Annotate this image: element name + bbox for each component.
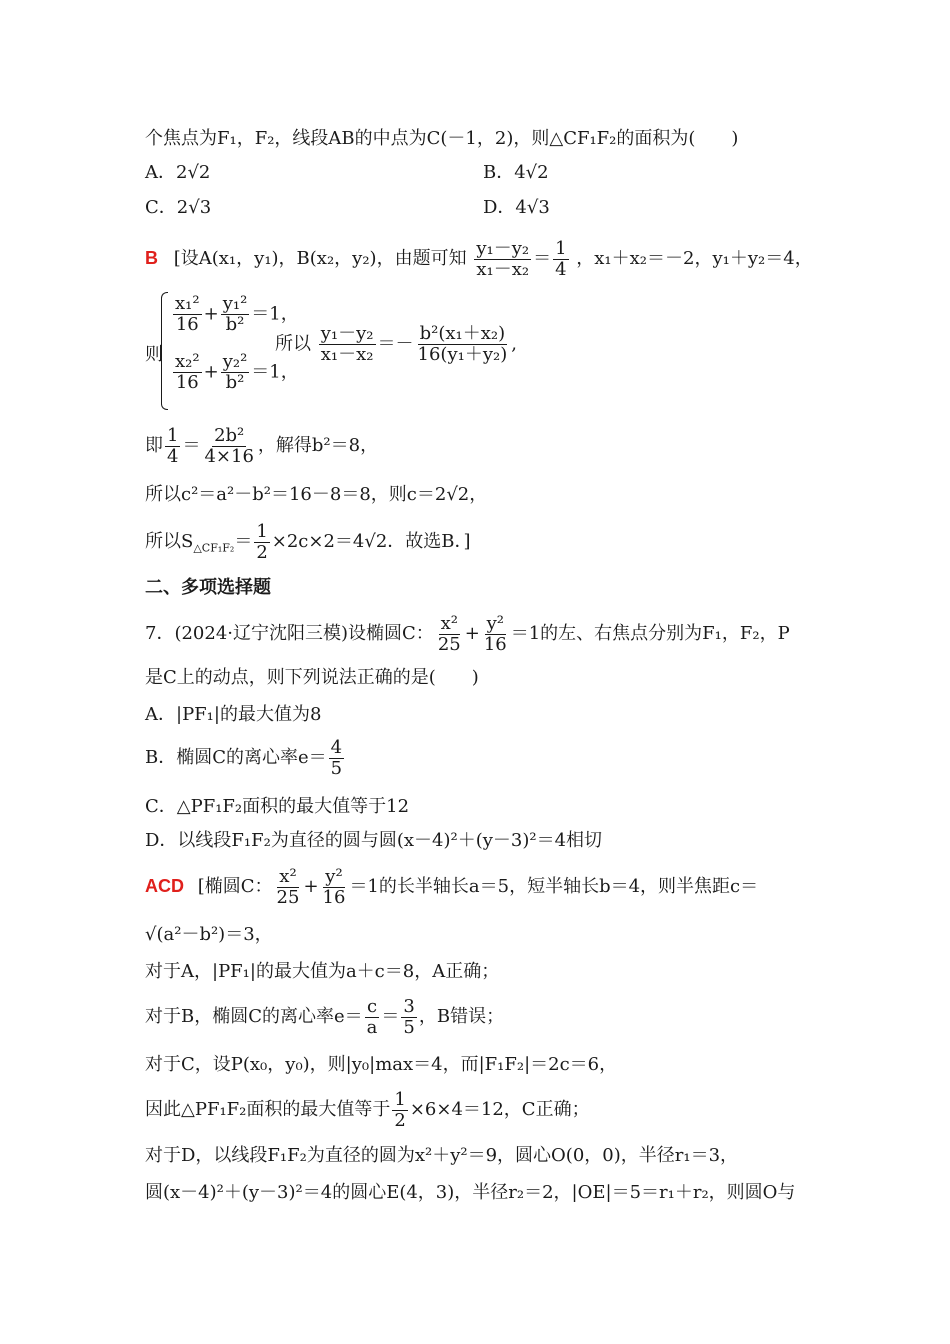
section2-title: 二、多项选择题 xyxy=(145,577,271,598)
sol6-line5: 所以$S_{\triangle CF_1F_2}=$ $\frac{1}{2}$ ×2c×2＝4√2．故选B．] xyxy=(145,520,471,563)
q7-option-d[interactable]: D．以线段F₁F₂为直径的圆与圆(x－4)²＋(y－3)²＝4相切 xyxy=(145,830,603,851)
sol7-line-d2: 圆(x－4)²＋(y－3)²＝4的圆心E(4，3)，半径r₂＝2，|OE|＝5＝r₁＋r₂，则圆O与 xyxy=(145,1182,796,1203)
frac-slope: $\frac{\text{y₁－y₂}}{\text{x₁－x₂}}$ xyxy=(476,237,530,280)
sol7-line-a: 对于A，|PF₁|的最大值为a＋c＝8，A正确； xyxy=(145,961,500,982)
sol7-line-b: 对于B，椭圆C的离心率e＝ $\frac{c}{a}$ ＝ $\frac{3}{5}$ ，B错误； xyxy=(145,995,505,1038)
q7-option-c[interactable]: C．△PF₁F₂面积的最大值等于12 xyxy=(145,796,410,817)
sol7-answer: ACD xyxy=(145,876,184,896)
q6-option-c[interactable]: C．2√3 xyxy=(145,197,212,218)
sol6-answer: B xyxy=(145,248,158,268)
sol6-line1: B [设A(x₁，y₁)，B(x₂，y₂)，由题可知 $\frac{\text{y₁－y₂}}{\text{x₁－x₂}}$ ＝ $\frac{1}{4}$ ，x₁＋x₂＝－2，y₁＋y₂＝4， xyxy=(145,237,813,280)
sol6-line1-post: ，x₁＋x₂＝－2，y₁＋y₂＝4， xyxy=(576,248,813,269)
frac-quarter: $\frac{1}{4}$ xyxy=(555,237,567,280)
brace xyxy=(161,292,168,410)
q6-option-a[interactable]: A．2√2 xyxy=(145,162,211,183)
sys-eq2: $\frac{\text{x₂²}}{16}$ + $\frac{\text{y₂²}}{\text{b²}}$ ＝1， xyxy=(175,351,299,393)
sol6-line1-pre: [设A(x₁，y₁)，B(x₂，y₂)，由题可知 xyxy=(173,248,467,269)
sol6-line3: 即 $\frac{1}{4}$ ＝ $\frac{\text{2b²}}{4\times 16}$ ，解得b²＝8， xyxy=(145,424,379,467)
sys-eq1: $\frac{\text{x₁²}}{16}$ + $\frac{\text{y₁²}}{\text{b²}}$ ＝1， xyxy=(175,293,299,335)
sol6-line4: 所以c²＝a²－b²＝16－8＝8，则c＝2√2， xyxy=(145,484,488,505)
sol7-line1: ACD [椭圆C： $\frac{\text{x²}}{25}$ + $\frac{\text{y²}}{16}$ ＝1的长半轴长a＝5，短半轴长b＝4，则半焦距c＝ xyxy=(145,865,759,908)
q7-stem-line1: 7．(2024·辽宁沈阳三模)设椭圆C： $\frac{\text{x²}}{25}$ + $\frac{\text{y²}}{16}$ ＝1的左、右焦点分别为F₁，F₂，P xyxy=(145,612,790,655)
q6-stem-tail: 个焦点为F₁，F₂，线段AB的中点为C(－1，2)，则△CF₁F₂的面积为( ) xyxy=(145,128,739,149)
sys-result: 所以 $\frac{\text{y₁－y₂}}{\text{x₁－x₂}}$ ＝－ $\frac{\text{b²(x₁＋x₂)}}{\text{16(y₁＋y₂)}}$ , xyxy=(275,323,517,365)
sol7-line-d1: 对于D，以线段F₁F₂为直径的圆为x²＋y²＝9，圆心O(0，0)，半径r₁＝3， xyxy=(145,1145,739,1166)
sol7-line-c1: 对于C，设P(x₀，y₀)，则|y₀|max＝4，而|F₁F₂|＝2c＝6， xyxy=(145,1054,618,1075)
q7-option-b[interactable]: B．椭圆C的离心率e＝ $\frac{4}{5}$ xyxy=(145,736,343,779)
q7-stem-line2: 是C上的动点，则下列说法正确的是( ) xyxy=(145,667,479,688)
q7-option-a[interactable]: A．|PF₁|的最大值为8 xyxy=(145,704,322,725)
q6-option-b[interactable]: B．4√2 xyxy=(483,162,549,183)
q6-option-d[interactable]: D．4√3 xyxy=(483,197,550,218)
sol7-line2: √(a²－b²)＝3， xyxy=(145,924,273,945)
sol7-line-c2: 因此△PF₁F₂面积的最大值等于 $\frac{1}{2}$ ×6×4＝12，C正确； xyxy=(145,1088,590,1131)
sol6-ze: 则 xyxy=(145,344,163,365)
